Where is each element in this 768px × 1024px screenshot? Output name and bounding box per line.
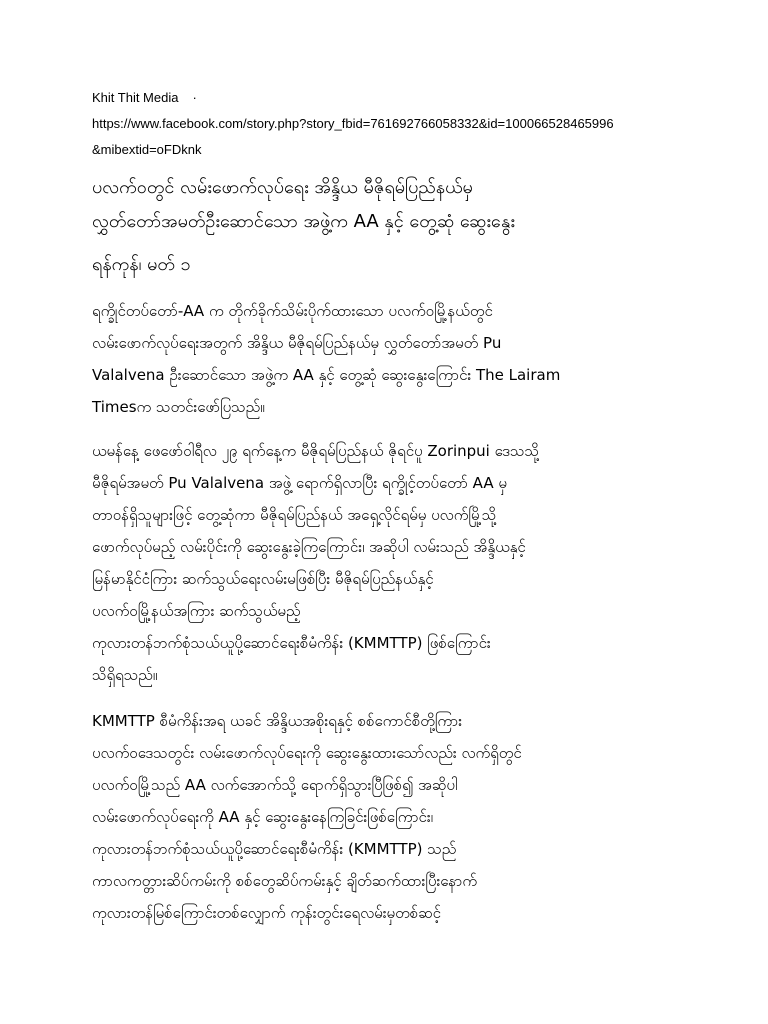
- source-outlet-line: [92, 90, 197, 106]
- paragraph-1-line-1: ရက္ခိုင်တပ်တော်-AA က တိုက်ခိုက်သိမ်းပိုက်ထားသော ပလက်ဝမြို့နယ်တွင်: [92, 302, 493, 320]
- paragraph-2-line-4: ဖောက်လုပ်မည့် လမ်းပိုင်းကို ဆွေးနွေးခဲ့ကြကြောင်း၊ အဆိုပါ လမ်းသည် အိန္ဒိယနှင့်: [92, 538, 526, 556]
- paragraph-1-line-2: လမ်းဖောက်လုပ်ရေးအတွက် အိန္ဒိယ မီဇိုရမ်ပြည်နယ်မှ လွှတ်တော်အမတ် Pu: [92, 334, 502, 352]
- source-url-line-2[interactable]: &mibextid=oFDknk: [92, 142, 202, 157]
- source-outlet: Khit Thit Media: [92, 90, 179, 105]
- paragraph-3-line-3: ပလက်ဝမြို့သည် AA လက်အောက်သို့ ရောက်ရှိသွားပြီဖြစ်၍ အဆိုပါ: [92, 776, 458, 794]
- paragraph-3-line-2: ပလက်ဝဒေသတွင်း လမ်းဖောက်လုပ်ရေးကို ဆွေးနွေးထားသော်လည်း လက်ရှိတွင်: [92, 744, 522, 762]
- paragraph-3-line-4: လမ်းဖောက်လုပ်ရေးကို AA နှင့် ဆွေးနွေးနေကြခြင်းဖြစ်ကြောင်း၊: [92, 808, 434, 826]
- paragraph-3-line-5: ကုလားတန်ဘက်စုံသယ်ယူပို့ဆောင်ရေးစီမံကိန်း (KMMTTP) သည်: [92, 840, 457, 858]
- separator-dot: ·: [192, 90, 197, 105]
- paragraph-3-line-1: KMMTTP စီမံကိန်းအရ ယခင် အိန္ဒိယအစိုးရနှင့် စစ်ကောင်စီတို့ကြား: [92, 712, 463, 730]
- paragraph-2-line-5: မြန်မာနိုင်ငံကြား ဆက်သွယ်ရေးလမ်းမဖြစ်ပြီး မီဇိုရမ်ပြည်နယ်နှင့်: [92, 570, 434, 588]
- paragraph-1-line-4: Timesက သတင်းဖော်ပြသည်။: [92, 398, 265, 416]
- dateline: ရန်ကုန်၊ မတ် ၁: [92, 254, 191, 275]
- headline-line-1: ပလက်ဝတွင် လမ်းဖောက်လုပ်ရေး အိန္ဒိယ မီဇိုရမ်ပြည်နယ်မှ: [92, 177, 473, 198]
- paragraph-2-line-8: သိရှိရသည်။: [92, 666, 158, 684]
- source-url-line-1[interactable]: https://www.facebook.com/story.php?story_fbid=761692766058332&id=100066528465996: [92, 116, 614, 131]
- paragraph-1-line-3: Valalvena ဦးဆောင်သော အဖွဲ့က AA နှင့် တွေ့ဆုံ ဆွေးနွေးကြောင်း The Lairam: [92, 366, 561, 384]
- paragraph-2-line-1: ယမန်နေ့ ဖေဖော်ဝါရီလ ၂၉ ရက်နေ့က မီဇိုရမ်ပြည်နယ် ဇိုရင်ပူ Zorinpui ဒေသသို့: [92, 442, 540, 460]
- headline-line-2: လွှတ်တော်အမတ်ဦးဆောင်သော အဖွဲ့က AA နှင့် တွေ့ဆုံ ဆွေးနွေး: [92, 211, 515, 232]
- paragraph-3-line-7: ကုလားတန်မြစ်ကြောင်းတစ်လျှောက် ကုန်းတွင်းရေလမ်းမှတစ်ဆင့်: [92, 904, 441, 922]
- paragraph-2-line-3: တာဝန်ရှိသူများဖြင့် တွေ့ဆုံကာ မီဇိုရမ်ပြည်နယ် အရှေ့လိုင်ရမ်မှ ပလက်မြို့သို့: [92, 506, 497, 524]
- paragraph-3-line-6: ကာလကတ္တားဆိပ်ကမ်းကို စစ်တွေဆိပ်ကမ်းနှင့် ချိတ်ဆက်ထားပြီးနောက်: [92, 872, 478, 890]
- paragraph-2-line-7: ကုလားတန်ဘက်စုံသယ်ယူပို့ဆောင်ရေးစီမံကိန်း (KMMTTP) ဖြစ်ကြောင်း: [92, 634, 491, 652]
- paragraph-2-line-6: ပလက်ဝမြို့နယ်အကြား ဆက်သွယ်မည့်: [92, 602, 301, 620]
- paragraph-2-line-2: မီဇိုရမ်အမတ် Pu Valalvena အဖွဲ့ ရောက်ရှိလာပြီး ရက္ခိုင့်တပ်တော် AA မှ: [92, 474, 507, 492]
